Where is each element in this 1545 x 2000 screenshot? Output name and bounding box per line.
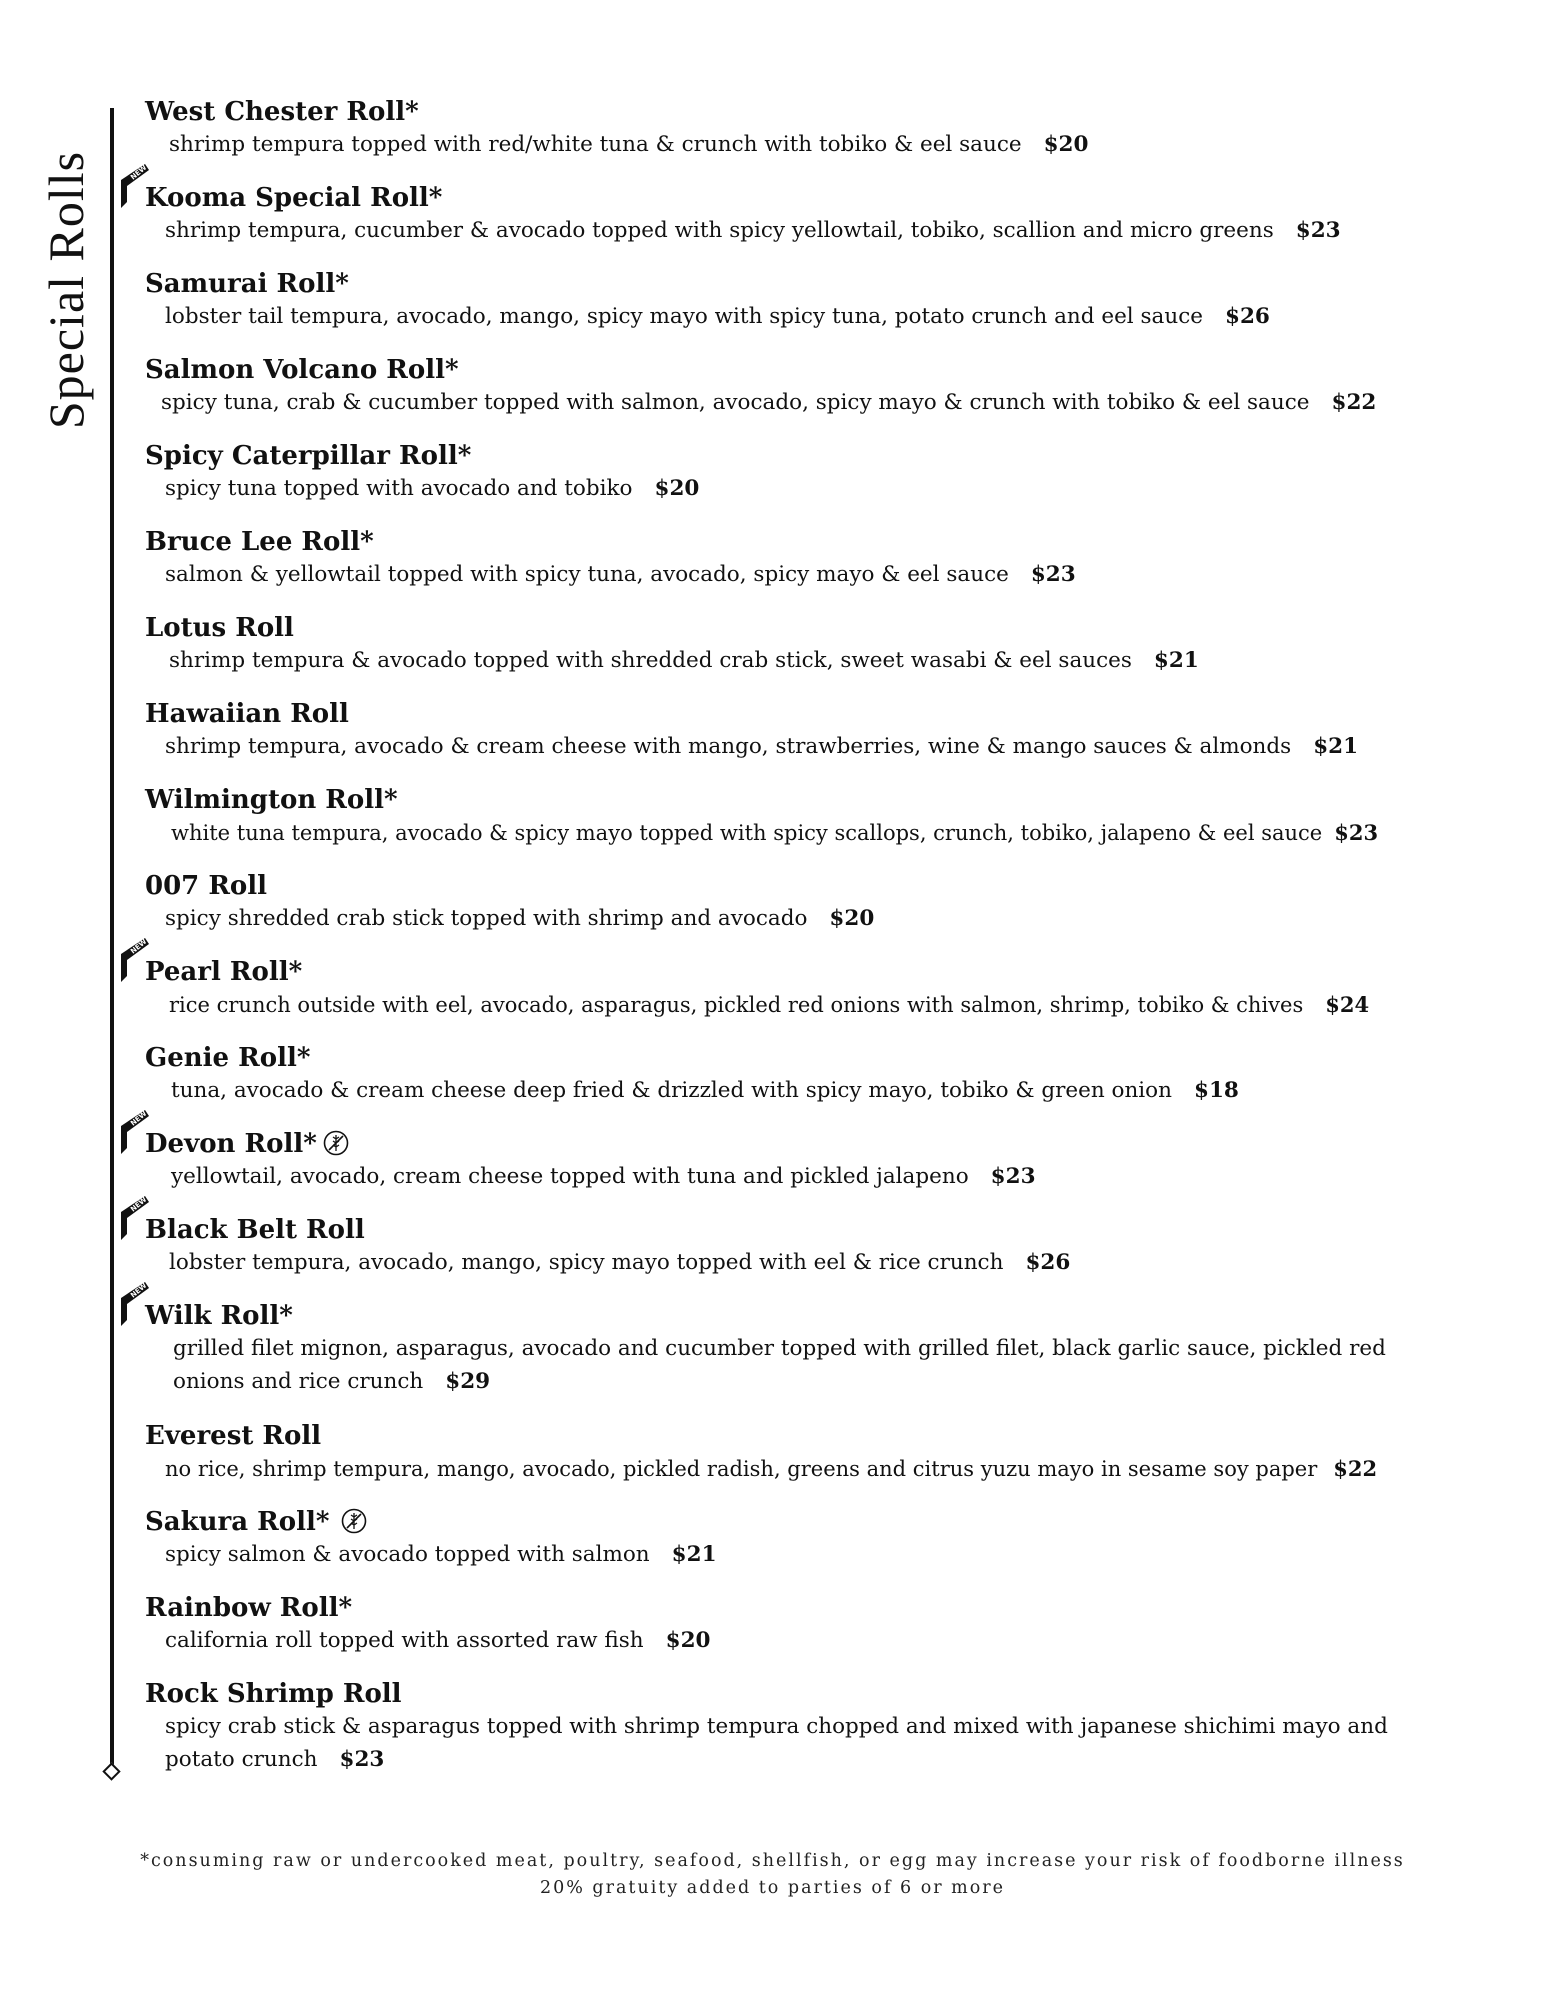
- item-name: Everest Roll: [145, 1421, 322, 1451]
- item-description-text: grilled filet mignon, asparagus, avocado and cucumber topped with grilled filet, black garlic sauce, pickled red onions and rice crunch: [173, 1336, 1386, 1394]
- item-description-text: spicy tuna topped with avocado and tobiko: [165, 476, 633, 501]
- item-price: $18: [1193, 1078, 1239, 1103]
- item-description: [145, 988, 1475, 1022]
- gratuity-notice: 20% gratuity added to parties of 6 or more: [539, 1878, 1006, 1898]
- svg-text:NEW: NEW: [129, 938, 149, 956]
- item-description-text: yellowtail, avocado, cream cheese topped with tuna and pickled jalapeno: [171, 1164, 969, 1189]
- item-description-text: shrimp tempura topped with red/white tuna & crunch with tobiko & eel sauce: [169, 132, 1022, 157]
- menu-item-rainbow-roll: [145, 1592, 1475, 1678]
- section-title-text: Special Rolls: [38, 150, 94, 430]
- gluten-free-icon: [323, 1130, 349, 1156]
- item-description: [145, 730, 1475, 763]
- section-title: [30, 130, 102, 450]
- new-badge-icon: [119, 1110, 151, 1154]
- item-description: [145, 386, 1475, 419]
- item-name: Genie Roll*: [145, 1043, 311, 1073]
- menu-item-kooma-special-roll: [129, 164, 1475, 268]
- menu-item-everest-roll: [145, 1420, 1475, 1506]
- item-description-text: spicy shredded crab stick topped with shrimp and avocado: [165, 906, 808, 931]
- item-description: [145, 1538, 1475, 1571]
- item-description: [145, 1246, 1475, 1279]
- item-description-text: shrimp tempura & avocado topped with shredded crab stick, sweet wasabi & eel sauces: [169, 648, 1132, 673]
- menu-item-pearl-roll: [129, 938, 1475, 1042]
- item-name: West Chester Roll*: [145, 97, 419, 127]
- item-price: $20: [654, 476, 700, 501]
- item-price: $21: [671, 1542, 717, 1567]
- item-price: $20: [1043, 132, 1089, 157]
- menu-item-wilmington-roll: [145, 784, 1475, 870]
- item-description-text: spicy tuna, crab & cucumber topped with salmon, avocado, spicy mayo & crunch with tobiko & eel sauce: [161, 390, 1310, 415]
- item-price: $23: [1334, 820, 1379, 845]
- item-description: [145, 1160, 1475, 1193]
- item-description: [145, 816, 1475, 850]
- item-price: $21: [1153, 648, 1199, 673]
- item-description-text: salmon & yellowtail topped with spicy tuna, avocado, spicy mayo & eel sauce: [165, 562, 1009, 587]
- menu-item-black-belt-roll: [129, 1196, 1475, 1300]
- item-description-text: california roll topped with assorted raw fish: [165, 1628, 644, 1653]
- new-badge-icon: [119, 938, 151, 982]
- raw-food-warning: *consuming raw or undercooked meat, poultry, seafood, shellfish, or egg may increase your risk of foodborne illness: [140, 1851, 1405, 1871]
- svg-text:NEW: NEW: [129, 1196, 149, 1214]
- item-description: [145, 214, 1475, 247]
- item-description-text: spicy salmon & avocado topped with salmon: [165, 1542, 650, 1567]
- svg-text:NEW: NEW: [129, 164, 149, 182]
- item-name: Spicy Caterpillar Roll*: [145, 441, 472, 471]
- item-price: $23: [339, 1747, 385, 1772]
- menu-item-genie-roll: [145, 1042, 1475, 1128]
- timeline-line: [110, 108, 114, 1770]
- item-description: [145, 1332, 1433, 1398]
- item-description: [145, 1074, 1475, 1107]
- menu-item-salmon-volcano-roll: [145, 354, 1475, 440]
- menu-item-west-chester-roll: [145, 96, 1475, 182]
- item-price: $23: [1295, 218, 1341, 243]
- item-description: [145, 644, 1475, 677]
- item-name-row: [145, 1128, 1475, 1160]
- menu-item-bruce-lee-roll: [145, 526, 1475, 612]
- menu-item-wilk-roll: [129, 1282, 1475, 1420]
- item-description: [145, 902, 1475, 935]
- item-name: Rock Shrimp Roll: [145, 1679, 402, 1709]
- gluten-free-icon: [341, 1508, 367, 1534]
- item-name: Wilmington Roll*: [145, 785, 398, 815]
- item-description-text: lobster tempura, avocado, mango, spicy mayo topped with eel & rice crunch: [169, 1250, 1004, 1275]
- item-name: Black Belt Roll: [145, 1215, 365, 1245]
- item-name: Sakura Roll*: [145, 1507, 330, 1537]
- item-name: Pearl Roll*: [145, 957, 303, 987]
- item-description-text: shrimp tempura, avocado & cream cheese with mango, strawberries, wine & mango sauces & almonds: [165, 734, 1292, 759]
- item-price: $20: [829, 906, 875, 931]
- menu-item-007-roll: [145, 870, 1475, 956]
- item-description-text: tuna, avocado & cream cheese deep fried & drizzled with spicy mayo, tobiko & green onion: [171, 1078, 1172, 1103]
- menu-item-devon-roll: [129, 1110, 1475, 1214]
- item-description-text: white tuna tempura, avocado & spicy mayo topped with spicy scallops, crunch, tobiko, jalapeno & eel sauce: [171, 821, 1323, 845]
- item-price: $26: [1025, 1250, 1071, 1275]
- item-price: $21: [1313, 734, 1359, 759]
- item-name: 007 Roll: [145, 871, 268, 901]
- menu-item-rock-shrimp-roll: [145, 1678, 1475, 1798]
- item-name: Rainbow Roll*: [145, 1593, 353, 1623]
- item-price: $20: [665, 1628, 711, 1653]
- svg-text:NEW: NEW: [129, 1282, 149, 1300]
- item-price: $23: [1030, 562, 1076, 587]
- item-description: [145, 472, 1475, 505]
- item-description: [145, 300, 1475, 333]
- new-badge-icon: [119, 1282, 151, 1326]
- item-name: Devon Roll*: [145, 1129, 317, 1159]
- menu-item-spicy-caterpillar-roll: [145, 440, 1475, 526]
- item-description: [145, 558, 1475, 591]
- item-name: Salmon Volcano Roll*: [145, 355, 459, 385]
- item-description-text: shrimp tempura, cucumber & avocado topped with spicy yellowtail, tobiko, scallion and micro greens: [165, 218, 1274, 243]
- menu-item-samurai-roll: [145, 268, 1475, 354]
- new-badge-icon: [119, 164, 151, 208]
- item-price: $23: [990, 1164, 1036, 1189]
- item-price: $22: [1333, 1456, 1378, 1481]
- item-price: $24: [1325, 992, 1370, 1017]
- item-description: [145, 128, 1475, 161]
- item-name-row: [145, 1506, 1475, 1538]
- item-description: [145, 1452, 1475, 1486]
- item-name: Samurai Roll*: [145, 269, 349, 299]
- item-description: [145, 1624, 1475, 1657]
- menu-item-lotus-roll: [145, 612, 1475, 698]
- item-price: $26: [1224, 304, 1270, 329]
- new-badge-icon: [119, 1196, 151, 1240]
- item-description-text: lobster tail tempura, avocado, mango, spicy mayo with spicy tuna, potato crunch and eel sauce: [165, 304, 1203, 329]
- item-description-text: spicy crab stick & asparagus topped with shrimp tempura chopped and mixed with japanese shichimi mayo and potato crunch: [165, 1714, 1388, 1772]
- item-description-text: no rice, shrimp tempura, mango, avocado, pickled radish, greens and citrus yuzu mayo in sesame soy paper: [165, 1457, 1318, 1481]
- item-name: Wilk Roll*: [145, 1301, 293, 1331]
- footer-disclaimer: [0, 1848, 1545, 1902]
- item-price: $29: [445, 1369, 491, 1394]
- item-price: $22: [1331, 390, 1377, 415]
- item-name: Lotus Roll: [145, 613, 294, 643]
- menu-item-sakura-roll: [145, 1506, 1475, 1592]
- item-description-text: rice crunch outside with eel, avocado, asparagus, pickled red onions with salmon, shrimp, tobiko & chives: [169, 993, 1304, 1017]
- item-name: Kooma Special Roll*: [145, 183, 443, 213]
- item-name: Bruce Lee Roll*: [145, 527, 374, 557]
- timeline-end-marker: [102, 1762, 120, 1780]
- svg-text:NEW: NEW: [129, 1110, 149, 1128]
- item-name: Hawaiian Roll: [145, 699, 349, 729]
- menu-list: [129, 96, 1475, 1798]
- item-description: [145, 1710, 1425, 1776]
- menu-item-hawaiian-roll: [145, 698, 1475, 784]
